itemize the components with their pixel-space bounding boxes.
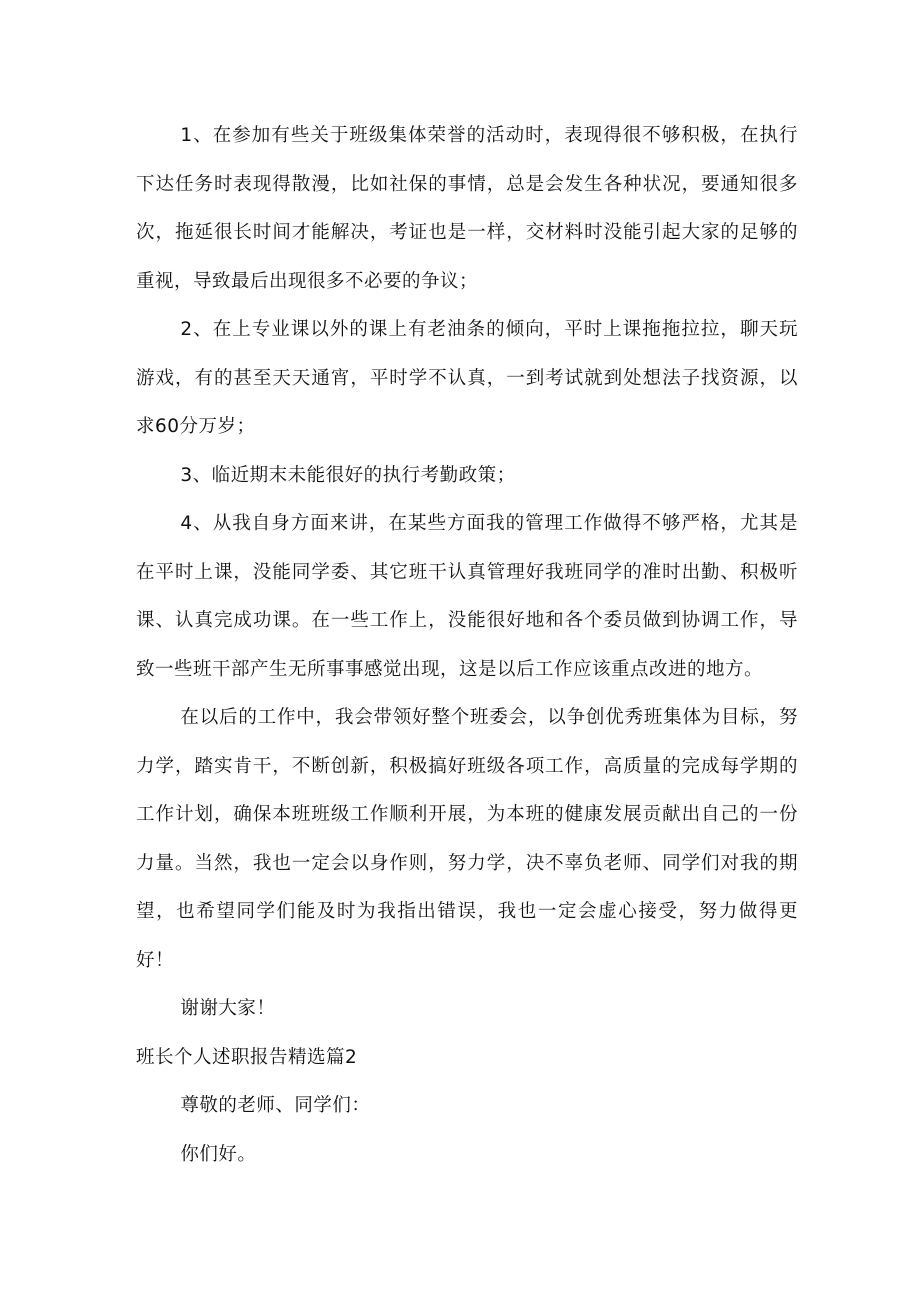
greeting: 你们好。 xyxy=(180,1143,257,1165)
paragraph-1: 1、在参加有些关于班级集体荣誉的活动时，表现得很不够积极，在执行下达任务时表现得散漫，比如社保的事情，总是会发生各种状况，要通知很多次，拖延很长时间才能解决，考证也是一样，交材料时没能引起大家的足够的重视，导致最后出现很多不必要的争议； xyxy=(136,125,798,292)
salutation: 尊敬的老师、同学们： xyxy=(180,1095,371,1116)
paragraph-4: 4、从我自身方面来讲，在某些方面我的管理工作做得不够严格，尤其是在平时上课，没能同学委、其它班干认真管理好我班同学的准时出勤、积极听课、认真完成功课。在一些工作上，没能很好地和各个委员做到协调工作，导致一些班干部产生无所事事感觉出现，这是以后工作应该重点改进的地方。 xyxy=(136,513,798,680)
section-heading: 班长个人述职报告精选篇2 xyxy=(136,1046,358,1068)
thanks-line: 谢谢大家！ xyxy=(180,998,276,1019)
paragraph-3: 3、临近期末未能很好的执行考勤政策； xyxy=(180,464,516,486)
paragraph-5: 在以后的工作中，我会带领好整个班委会，以争创优秀班集体为目标，努力学，踏实肯干，不断创新，积极搞好班级各项工作，高质量的完成每学期的工作计划，确保本班班级工作顺利开展，为本班的健康发展贡献出自己的一份力量。当然，我也一定会以身作则，努力学，决不辜负老师、同学们对我的期望，也希望同学们能及时为我指出错误，我也一定会虚心接受，努力做得更好！ xyxy=(136,707,798,971)
document-body xyxy=(136,112,798,1179)
paragraph-2: 2、在上专业课以外的课上有老油条的倾向，平时上课拖拖拉拉，聊天玩游戏，有的甚至天天通宵，平时学不认真，一到考试就到处想法子找资源，以求60分万岁； xyxy=(136,319,798,437)
